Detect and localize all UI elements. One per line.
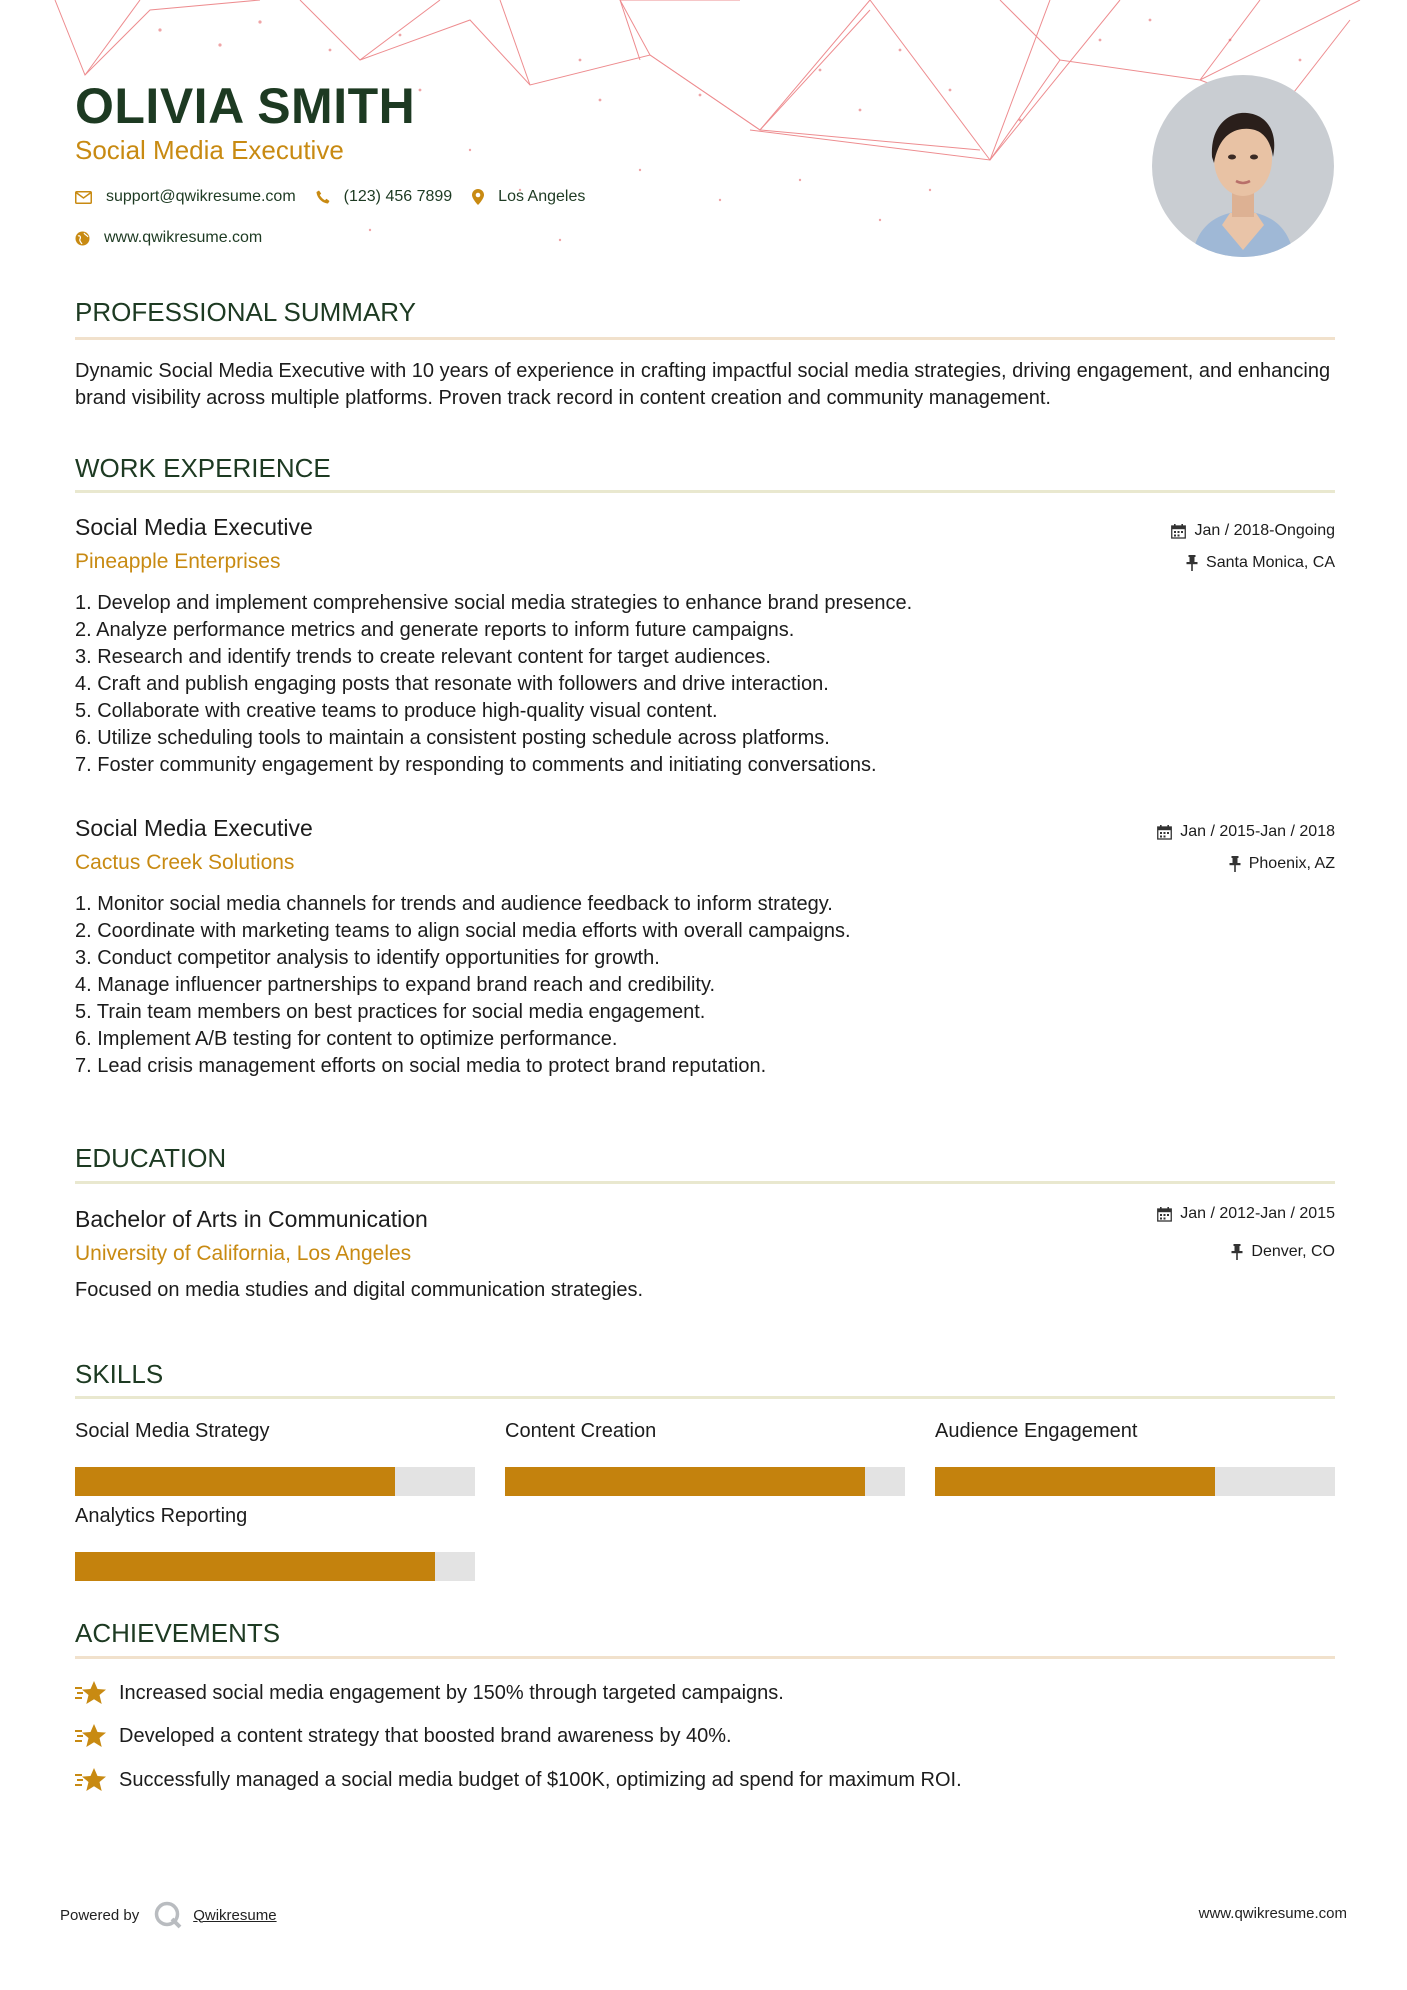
job-date-text: Jan / 2018-Ongoing (1194, 522, 1335, 539)
experience-divider (75, 490, 1335, 493)
location-item (472, 188, 585, 206)
pushpin-icon (1186, 555, 1198, 571)
pushpin-icon (1229, 856, 1241, 872)
list-item: 3. Conduct competitor analysis to identify opportunities for growth. (75, 947, 660, 969)
company-name: Cactus Creek Solutions (75, 851, 295, 874)
skill-name: Content Creation (505, 1420, 657, 1442)
website-text: www.qwikresume.com (104, 229, 263, 246)
education-location-text: Denver, CO (1251, 1243, 1335, 1260)
phone-item[interactable] (316, 188, 453, 206)
list-item: 2. Coordinate with marketing teams to align social media efforts with overall campaigns. (75, 920, 851, 942)
footer-powered-by (60, 1900, 277, 1930)
website-row[interactable] (75, 229, 282, 247)
list-item: 6. Utilize scheduling tools to maintain a consistent posting schedule across platforms. (75, 727, 830, 749)
email-item[interactable] (75, 188, 296, 206)
skill-bar-fill (505, 1467, 865, 1496)
education-description: Focused on media studies and digital communication strategies. (75, 1279, 644, 1301)
list-item: 1. Monitor social media channels for trends and audience feedback to inform strategy. (75, 893, 833, 915)
achievement-text: Successfully managed a social media budget of $100K, optimizing ad spend for maximum ROI. (119, 1769, 962, 1791)
list-item: 5. Collaborate with creative teams to produce high-quality visual content. (75, 700, 718, 722)
website-item[interactable] (75, 229, 262, 247)
education-heading: EDUCATION (75, 1143, 227, 1173)
skills-divider (75, 1396, 1335, 1399)
profile-photo (1152, 75, 1334, 257)
list-item: 7. Lead crisis management efforts on social media to protect brand reputation. (75, 1055, 767, 1077)
education-date (1157, 1204, 1335, 1224)
job-date-text: Jan / 2015-Jan / 2018 (1180, 823, 1335, 840)
job-title: Social Media Executive (75, 815, 313, 841)
skill-bar-fill (75, 1552, 435, 1581)
achievements-heading: ACHIEVEMENTS (75, 1618, 281, 1648)
skill-name: Audience Engagement (935, 1420, 1138, 1442)
candidate-name: OLIVIA SMITH (75, 78, 416, 134)
degree-title: Bachelor of Arts in Communication (75, 1206, 428, 1232)
list-item: 1. Develop and implement comprehensive social media strategies to enhance brand presence. (75, 592, 913, 614)
globe-icon (75, 231, 90, 246)
experience-heading: WORK EXPERIENCE (75, 453, 331, 483)
job-date (1157, 822, 1335, 842)
skills-heading: SKILLS (75, 1359, 164, 1389)
list-item: 4. Manage influencer partnerships to expand brand reach and credibility. (75, 974, 716, 996)
list-item: 6. Implement A/B testing for content to optimize performance. (75, 1028, 618, 1050)
job-title: Social Media Executive (75, 514, 313, 540)
job-responsibilities (75, 590, 1275, 779)
footer-website[interactable]: www.qwikresume.com (1198, 1905, 1347, 1922)
summary-divider (75, 337, 1335, 340)
education-date-text: Jan / 2012-Jan / 2015 (1180, 1205, 1335, 1222)
achievement-item (75, 1680, 784, 1706)
phone-icon (316, 190, 330, 204)
summary-text: Dynamic Social Media Executive with 10 years of experience in crafting impactful social media strategies, driving engagement, and enhancing brand visibility across multiple platforms. Proven track record in content creation and community management. (75, 360, 1331, 409)
list-item: 2. Analyze performance metrics and generate reports to inform future campaigns. (75, 619, 795, 641)
qwikresume-logo-icon (153, 1900, 183, 1930)
list-item: 7. Foster community engagement by responding to comments and initiating conversations. (75, 754, 877, 776)
pushpin-icon (1231, 1244, 1243, 1260)
job-location-text: Phoenix, AZ (1248, 855, 1335, 872)
contact-row (75, 188, 605, 206)
phone-text: (123) 456 7899 (343, 188, 453, 205)
calendar-icon (1157, 825, 1172, 840)
star-icon (75, 1767, 107, 1793)
calendar-icon (1171, 524, 1186, 539)
list-item: 3. Research and identify trends to create relevant content for target audiences. (75, 646, 771, 668)
skill-bar (75, 1467, 475, 1496)
skill-name: Social Media Strategy (75, 1420, 270, 1442)
skill-name: Analytics Reporting (75, 1505, 248, 1527)
skill-item (75, 1418, 475, 1444)
skill-bar (935, 1467, 1335, 1496)
achievement-item (75, 1767, 962, 1793)
brand-link[interactable]: Qwikresume (193, 1906, 277, 1924)
job-responsibilities (75, 891, 1275, 1080)
candidate-title: Social Media Executive (75, 135, 344, 165)
job-location-text: Santa Monica, CA (1206, 554, 1335, 571)
email-text: support@qwikresume.com (106, 188, 296, 205)
summary-heading: PROFESSIONAL SUMMARY (75, 297, 416, 327)
skill-item (505, 1418, 905, 1444)
job-date (1171, 521, 1335, 541)
company-name: Pineapple Enterprises (75, 550, 281, 573)
map-pin-icon (472, 189, 484, 205)
education-location (1231, 1242, 1335, 1262)
achievements-divider (75, 1656, 1335, 1659)
list-item: 5. Train team members on best practices for social media engagement. (75, 1001, 706, 1023)
skill-item (75, 1503, 475, 1529)
achievement-text: Increased social media engagement by 150% through targeted campaigns. (119, 1682, 784, 1704)
skill-bar (75, 1552, 475, 1581)
calendar-icon (1157, 1207, 1172, 1222)
job-location (1186, 553, 1335, 573)
list-item: 4. Craft and publish engaging posts that resonate with followers and drive interaction. (75, 673, 829, 695)
envelope-icon (75, 191, 92, 204)
powered-by-label: Powered by (60, 1906, 140, 1924)
skill-item (935, 1418, 1335, 1444)
star-icon (75, 1680, 107, 1706)
achievement-item (75, 1723, 732, 1749)
star-icon (75, 1723, 107, 1749)
skill-bar-fill (75, 1467, 395, 1496)
job-location (1229, 854, 1335, 874)
school-name: University of California, Los Angeles (75, 1242, 412, 1265)
skill-bar-fill (935, 1467, 1215, 1496)
skill-bar (505, 1467, 905, 1496)
education-divider (75, 1181, 1335, 1184)
achievement-text: Developed a content strategy that boosted brand awareness by 40%. (119, 1725, 732, 1747)
location-text: Los Angeles (498, 188, 586, 205)
